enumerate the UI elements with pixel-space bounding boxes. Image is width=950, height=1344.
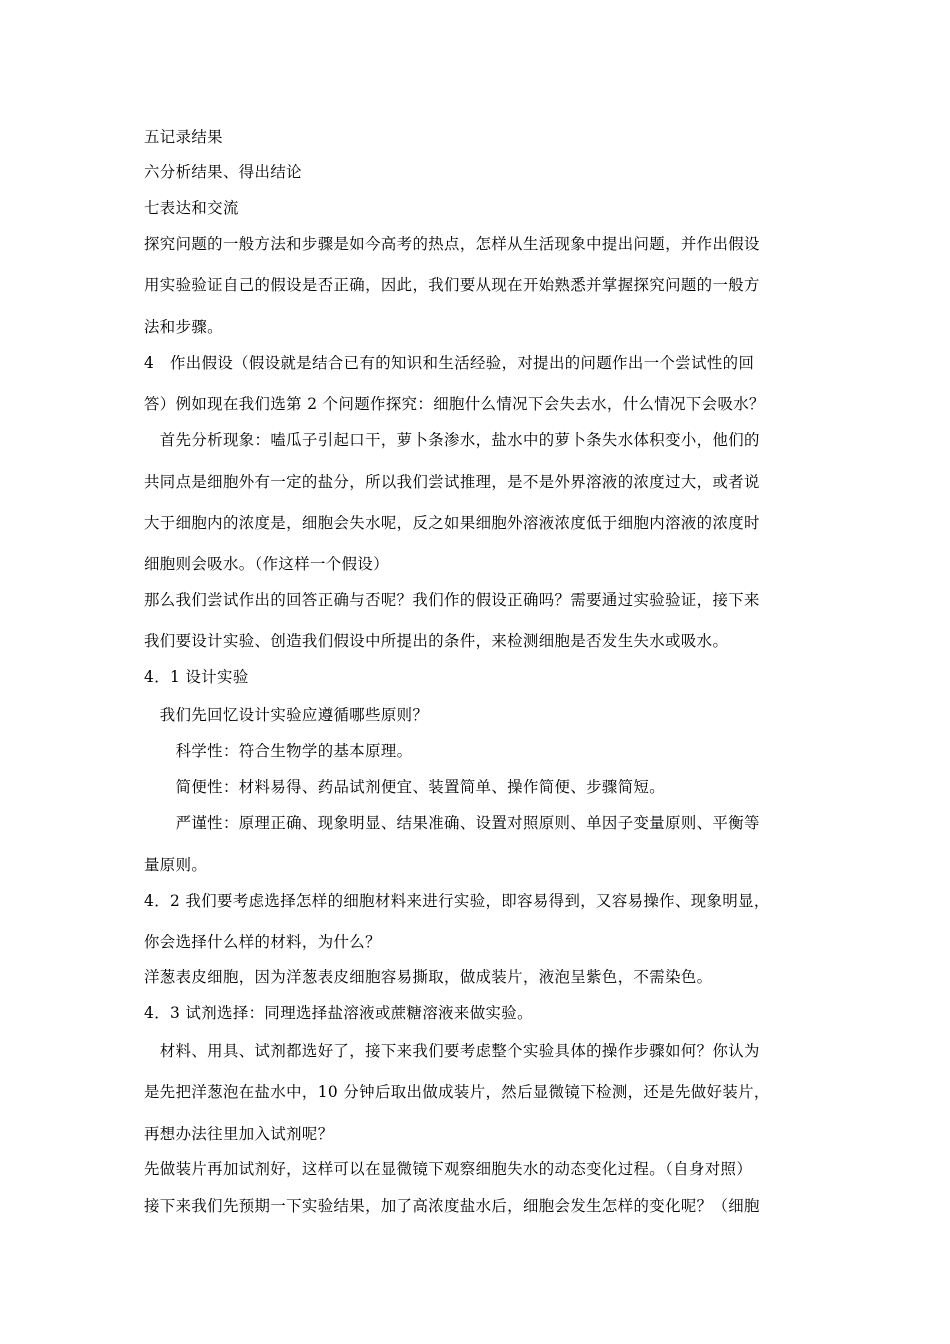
text-line: 材料、用具、试剂都选好了，接下来我们要考虑整个实验具体的操作步骤如何？你认为 bbox=[144, 1042, 760, 1060]
text-line: 探究问题的一般方法和步骤是如今高考的热点，怎样从生活现象中提出问题，并作出假设 bbox=[144, 235, 760, 253]
text-line: 大于细胞内的浓度是，细胞会失水呢，反之如果细胞外溶液浓度低于细胞内溶液的浓度时 bbox=[144, 514, 760, 532]
text-line: 科学性：符合生物学的基本原理。 bbox=[144, 742, 413, 760]
text-line: 是先把洋葱泡在盐水中，10 分钟后取出做成装片，然后显微镜下检测，还是先做好装片， bbox=[144, 1083, 770, 1101]
section-heading: 4．1 设计实验 bbox=[144, 668, 249, 686]
text-line: 答）例如现在我们选第 2 个问题作探究：细胞什么情况下会失去水，什么情况下会吸水？ bbox=[144, 395, 765, 413]
text-line: 法和步骤。 bbox=[144, 318, 223, 336]
text-line: 接下来我们先预期一下实验结果，加了高浓度盐水后，细胞会发生怎样的变化呢？（细胞 bbox=[144, 1197, 760, 1215]
text-line: 五记录结果 bbox=[144, 128, 223, 146]
text-line: 洋葱表皮细胞，因为洋葱表皮细胞容易撕取，做成装片，液泡呈紫色，不需染色。 bbox=[144, 968, 713, 986]
text-line: 共同点是细胞外有一定的盐分，所以我们尝试推理，是不是外界溶液的浓度过大，或者说 bbox=[144, 473, 760, 491]
text-line: 4．3 试剂选择：同理选择盐溶液或蔗糖溶液来做实验。 bbox=[144, 1004, 533, 1022]
text-line: 六分析结果、得出结论 bbox=[144, 163, 302, 181]
text-line: 4．2 我们要考虑选择怎样的细胞材料来进行实验，即容易得到，又容易操作、现象明显， bbox=[144, 892, 770, 910]
text-line: 用实验验证自己的假设是否正确，因此，我们要从现在开始熟悉并掌握探究问题的一般方 bbox=[144, 276, 760, 294]
text-line: 首先分析现象：嗑瓜子引起口干，萝卜条渗水，盐水中的萝卜条失水体积变小，他们的 bbox=[144, 431, 760, 449]
text-line: 我们先回忆设计实验应遵循哪些原则？ bbox=[144, 706, 429, 724]
text-line: 严谨性：原理正确、现象明显、结果准确、设置对照原则、单因子变量原则、平衡等 bbox=[144, 814, 760, 832]
text-line: 先做装片再加试剂好，这样可以在显微镜下观察细胞失水的动态变化过程。（自身对照） bbox=[144, 1160, 753, 1178]
text-line: 那么我们尝试作出的回答正确与否呢？我们作的假设正确吗？需要通过实验验证，接下来 bbox=[144, 591, 760, 609]
text-line: 你会选择什么样的材料，为什么？ bbox=[144, 933, 381, 951]
text-line: 量原则。 bbox=[144, 856, 208, 874]
text-line: 我们要设计实验、创造我们假设中所提出的条件，来检测细胞是否发生失水或吸水。 bbox=[144, 632, 729, 650]
text-line: 再想办法往里加入试剂呢？ bbox=[144, 1125, 334, 1143]
text-line: 4 作出假设（假设就是结合已有的知识和生活经验，对提出的问题作出一个尝试性的回 bbox=[144, 354, 755, 372]
text-line: 细胞则会吸水。（作这样一个假设） bbox=[144, 555, 389, 573]
text-line: 简便性：材料易得、药品试剂便宜、装置简单、操作简便、步骤简短。 bbox=[144, 778, 666, 796]
text-line: 七表达和交流 bbox=[144, 199, 239, 217]
